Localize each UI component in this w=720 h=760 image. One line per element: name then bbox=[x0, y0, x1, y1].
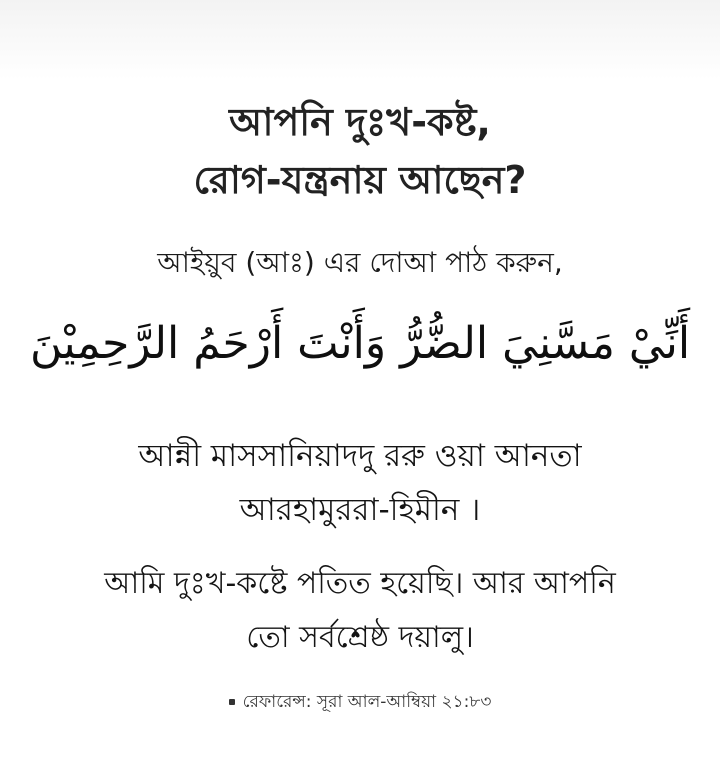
transliteration-line-1: আন্নী মাসসানিয়াদদু ররু ওয়া আনতা bbox=[138, 438, 582, 474]
transliteration-line-2: আরহামুররা-হিমীন । bbox=[239, 492, 481, 528]
reference-line bbox=[0, 692, 720, 712]
bullet-icon bbox=[229, 699, 235, 705]
instruction-text: আইয়ুব (আঃ) এর দোআ পাঠ করুন, bbox=[157, 246, 563, 279]
reference-text: রেফারেন্স: সূরা আল-আম্বিয়া ২১:৮৩ bbox=[242, 692, 492, 712]
title-line-1: আপনি দুঃখ-কষ্ট, bbox=[229, 100, 491, 144]
title-line-2: রোগ-যন্ত্রনায় আছেন? bbox=[193, 158, 527, 202]
meaning-line-1: আমি দুঃখ-কষ্টে পতিত হয়েছি। আর আপনি bbox=[104, 566, 616, 601]
top-shade bbox=[0, 0, 720, 80]
meaning-line-2: তো সর্বশ্রেষ্ঠ দয়ালু। bbox=[246, 620, 474, 655]
arabic-dua: أَنِّيْ مَسَّنِيَ الضُّرُّ وَأَنْتَ أَرْحَمُ الرَّحِمِيْنَ bbox=[29, 318, 691, 369]
